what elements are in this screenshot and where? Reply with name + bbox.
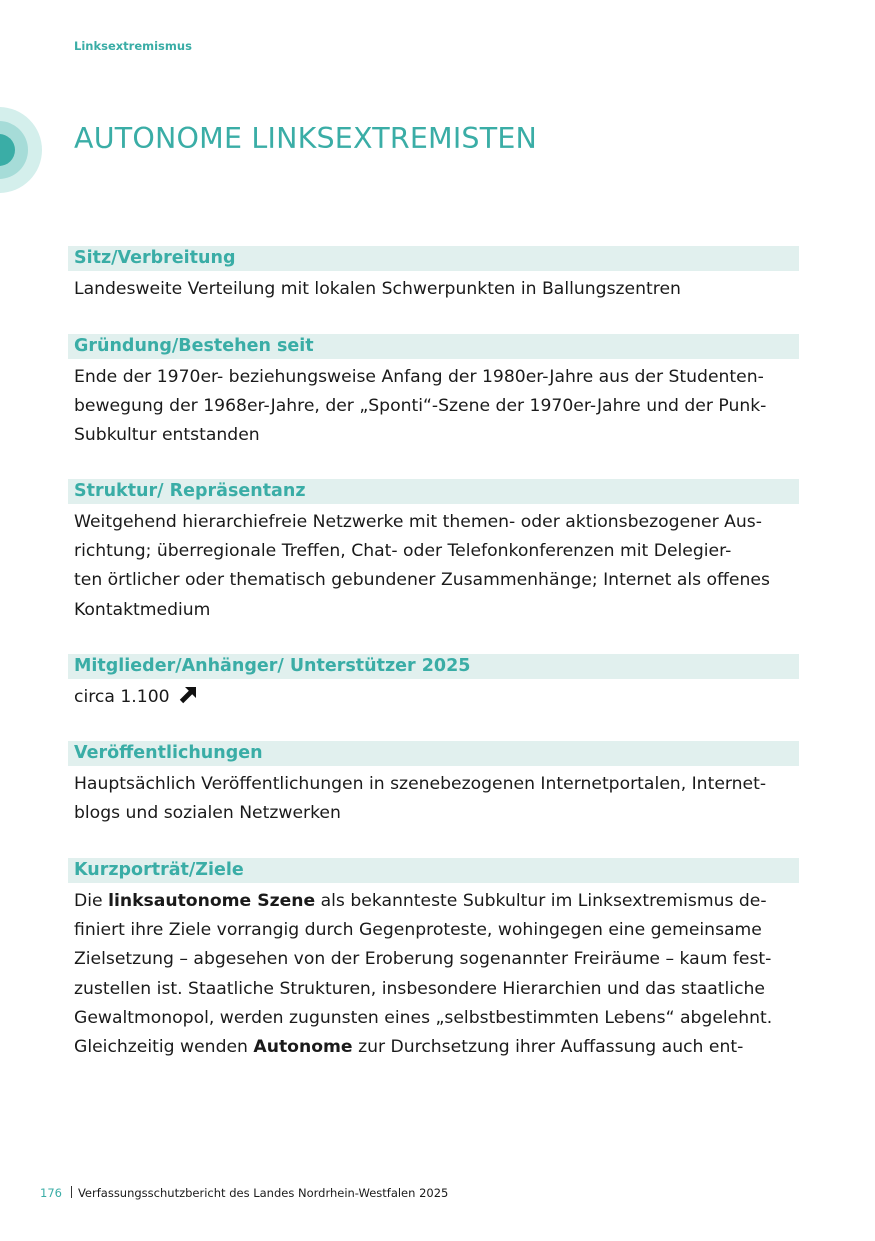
section-heading: Struktur/ Repräsentanz bbox=[68, 479, 799, 504]
text-run: als bekannteste Subkultur im Linksextremismus de- bbox=[315, 891, 767, 911]
body-line bbox=[74, 887, 799, 916]
member-count-line bbox=[74, 683, 799, 712]
bold-term: Autonome bbox=[253, 1037, 353, 1058]
body-line: Hauptsächlich Veröffentlichungen in szenebezogenen Internetportalen, Internet- bbox=[74, 774, 767, 794]
body-line: richtung; überregionale Treffen, Chat- oder Telefonkonferenzen mit Delegier- bbox=[74, 541, 732, 562]
arrow-up-right-icon bbox=[179, 686, 197, 704]
body-line: Ende der 1970er- beziehungsweise Anfang der 1980er-Jahre aus der Studenten- bbox=[74, 367, 764, 387]
body-line bbox=[74, 1033, 799, 1062]
section-struktur bbox=[68, 479, 799, 625]
section-body bbox=[68, 887, 799, 1062]
section-body bbox=[68, 363, 799, 451]
section-body bbox=[68, 275, 799, 304]
body-line: Gewaltmonopol, werden zugunsten eines „selbstbestimmten Lebens“ abgelehnt. bbox=[74, 1007, 773, 1028]
body-line: Subkultur entstanden bbox=[74, 425, 260, 446]
section-body bbox=[68, 683, 799, 712]
section-sitz-verbreitung bbox=[68, 246, 799, 304]
section-mitglieder bbox=[68, 654, 799, 712]
body-line: bewegung der 1968er-Jahre, der „Sponti“-Szene der 1970er-Jahre und der Punk- bbox=[74, 396, 767, 417]
body-line: finiert ihre Ziele vorrangig durch Gegenproteste, wohingegen eine gemeinsame bbox=[74, 920, 762, 941]
body-line: Weitgehend hierarchiefreie Netzwerke mit themen- oder aktionsbezogener Aus- bbox=[74, 512, 762, 532]
text-run: Die bbox=[74, 891, 109, 911]
body-line: blogs und sozialen Netzwerken bbox=[74, 803, 341, 824]
footer-divider bbox=[71, 1186, 72, 1198]
decorative-circles-icon bbox=[0, 107, 42, 193]
text-run: zur Durchsetzung ihrer Auffassung auch ent- bbox=[352, 1037, 744, 1058]
section-body bbox=[68, 770, 799, 828]
section-heading: Kurzporträt/Ziele bbox=[68, 858, 799, 883]
text-run: Gleichzeitig wenden bbox=[74, 1037, 254, 1058]
section-heading: Gründung/Bestehen seit bbox=[68, 334, 799, 359]
section-gruendung bbox=[68, 334, 799, 451]
body-line: Zielsetzung – abgesehen von der Eroberung sogenannter Freiräume – kaum fest- bbox=[74, 949, 772, 970]
bold-term: linksautonome Szene bbox=[108, 891, 316, 911]
body-line: Landesweite Verteilung mit lokalen Schwerpunkten in Ballungszentren bbox=[74, 279, 681, 299]
page-title: AUTONOME LINKSEXTREMISTEN bbox=[74, 122, 538, 155]
section-body bbox=[68, 508, 799, 625]
section-heading: Sitz/Verbreitung bbox=[68, 246, 799, 271]
running-head: Linksextremismus bbox=[74, 39, 192, 53]
body-line: zustellen ist. Staatliche Strukturen, insbesondere Hierarchien und das staatliche bbox=[74, 978, 765, 999]
section-kurzportraet bbox=[68, 858, 799, 1062]
page-number: 176 bbox=[40, 1186, 62, 1200]
body-line: ten örtlicher oder thematisch gebundener Zusammenhänge; Internet als offenes bbox=[74, 570, 770, 591]
body-line: Kontaktmedium bbox=[74, 599, 211, 620]
section-heading: Veröffentlichungen bbox=[68, 741, 799, 766]
publication-title: Verfassungsschutzbericht des Landes Nordrhein-Westfalen 2025 bbox=[77, 1186, 449, 1200]
page-footer bbox=[40, 1186, 448, 1200]
member-count: circa 1.100 bbox=[74, 687, 170, 707]
section-veroeffentlichungen bbox=[68, 741, 799, 828]
section-heading: Mitglieder/Anhänger/ Unterstützer 2025 bbox=[68, 654, 799, 679]
